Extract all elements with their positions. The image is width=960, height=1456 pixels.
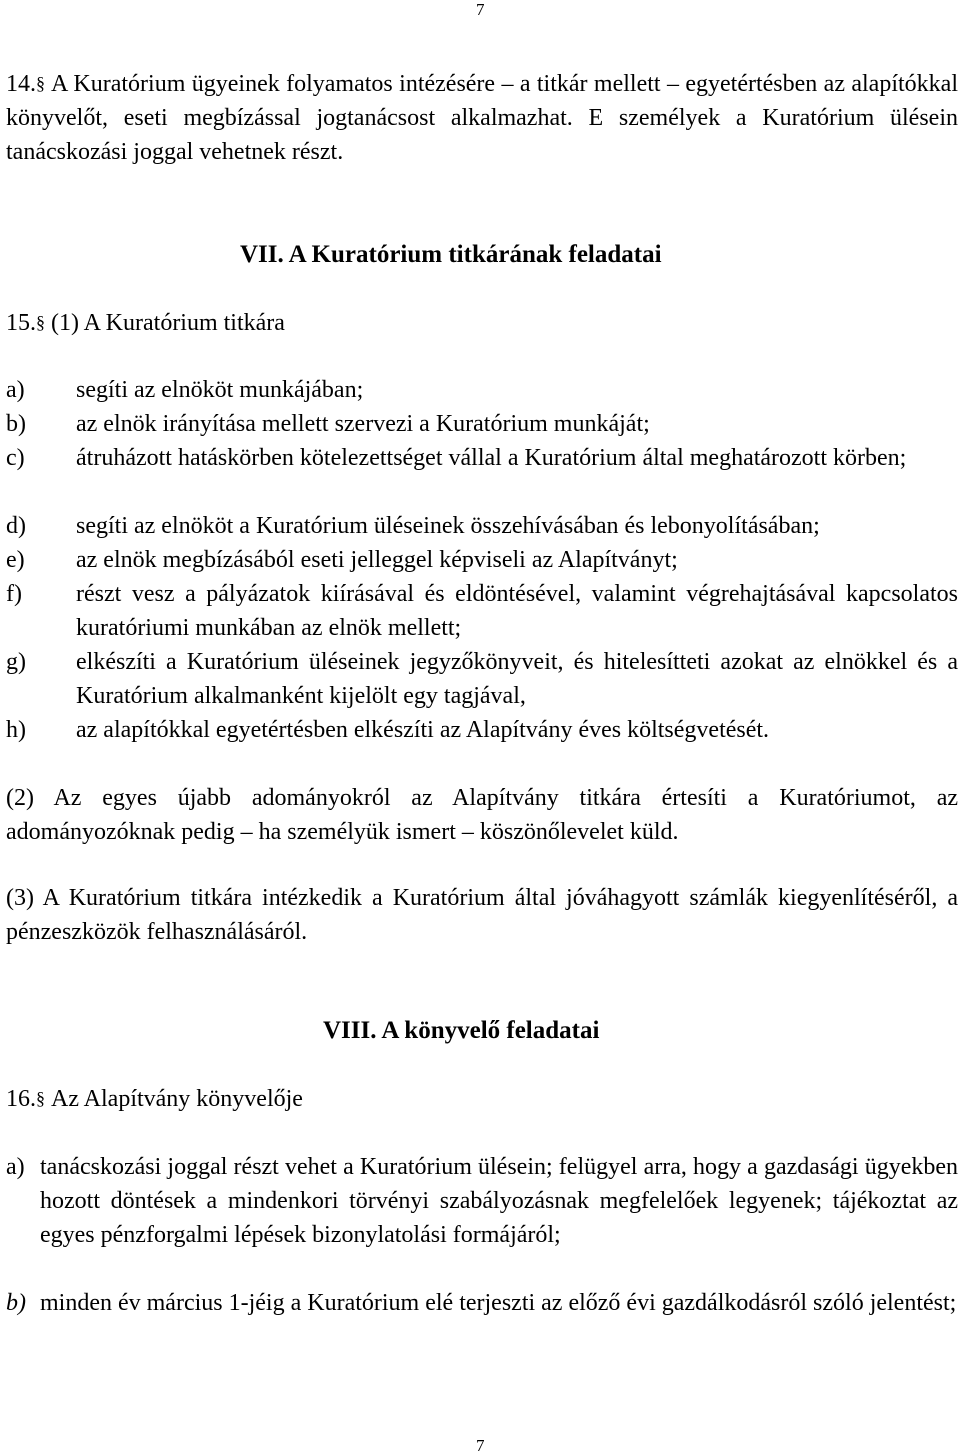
list-item	[6, 407, 958, 441]
section-heading-vii: VII. A Kuratórium titkárának feladatai	[240, 241, 662, 268]
list-item	[6, 645, 958, 713]
section-sign-icon: §	[36, 73, 45, 93]
list-item-text: elkészíti a Kuratórium üléseinek jegyzőkönyveit, és hitelesítteti azokat az elnökkel és a Kuratórium alkalmanként kijelölt egy tagjával,	[76, 649, 958, 709]
list-item-text: segíti az elnököt munkájában;	[76, 377, 364, 403]
list-item-label: b)	[6, 411, 26, 437]
list-item-text: átruházott hatáskörben kötelezettséget vállal a Kuratórium által meghatározott körben;	[76, 445, 907, 471]
list-item	[6, 509, 958, 543]
list-item-text: az elnök megbízásából eseti jelleggel képviseli az Alapítványt;	[76, 547, 678, 573]
list-item-label: b)	[6, 1290, 26, 1316]
list-item-text: minden év március 1-jéig a Kuratórium elé terjeszti az előző évi gazdálkodásról szóló jelentést;	[40, 1290, 957, 1316]
list-item	[6, 577, 958, 645]
paragraph-14	[6, 66, 958, 169]
list-item-label: d)	[6, 513, 26, 539]
list-item-label: a)	[6, 377, 25, 403]
page-number-bottom: 7	[476, 1436, 485, 1455]
list-item	[6, 1286, 958, 1320]
paragraph-number: 15.	[6, 310, 36, 336]
paragraph-number: 16.	[6, 1086, 36, 1112]
list-item-label: c)	[6, 445, 25, 471]
section-sign-icon: §	[36, 312, 45, 332]
list-item	[6, 1150, 958, 1252]
paragraph-text: A Kuratórium ügyeinek folyamatos intézésére – a titkár mellett – egyetértésben az alapítókkal könyvelőt, eseti megbízással jogtanácsost alkalmazhat. E személyek a Kuratórium ülésein tanácskozási joggal vehetnek részt.	[6, 71, 958, 165]
list-item-label: a)	[6, 1154, 25, 1180]
paragraph-number: 14.	[6, 71, 36, 97]
list-item-text: az alapítókkal egyetértésben elkészíti az Alapítvány éves költségvetését.	[76, 717, 770, 743]
list-item-text: részt vesz a pályázatok kiírásával és eldöntésével, valamint végrehajtásával kapcsolatos kuratóriumi munkában az elnök mellett;	[76, 581, 958, 641]
paragraph-15-sub-2: (2) Az egyes újabb adományokról az Alapítvány titkára értesíti a Kuratóriumot, az adományozóknak pedig – ha személyük ismert – köszönőlevelet küld.	[6, 785, 958, 845]
list-item-label: e)	[6, 547, 25, 573]
list-item-label: f)	[6, 581, 22, 607]
list-item-label: g)	[6, 649, 26, 675]
list-item	[6, 713, 958, 747]
list-item	[6, 373, 958, 407]
paragraph-15-intro	[6, 305, 285, 340]
list-item-text: segíti az elnököt a Kuratórium üléseinek összehívásában és lebonyolításában;	[76, 513, 820, 539]
page-number-top: 7	[476, 0, 485, 19]
section-sign-icon: §	[36, 1088, 45, 1108]
list-item-text: tanácskozási joggal részt vehet a Kuratórium ülésein; felügyel arra, hogy a gazdasági ügyekben hozott döntések a mindenkori törvényi szabályozásnak megfelelőek legyenek; tájékoztat az egyes pénzforgalmi lépések bizonylatolási formájáról;	[40, 1154, 958, 1248]
paragraph-16-intro	[6, 1081, 303, 1116]
list-item-text: az elnök irányítása mellett szervezi a Kuratórium munkáját;	[76, 411, 650, 437]
paragraph-15-sub-3: (3) A Kuratórium titkára intézkedik a Kuratórium által jóváhagyott számlák kiegyenlítéséről, a pénzeszközök felhasználásáról.	[6, 885, 958, 945]
list-item	[6, 441, 958, 475]
section-heading-viii: VIII. A könyvelő feladatai	[323, 1017, 600, 1044]
paragraph-intro-text: Az Alapítvány könyvelője	[51, 1086, 303, 1112]
list-item-label: h)	[6, 717, 26, 743]
paragraph-intro-text: (1) A Kuratórium titkára	[51, 310, 285, 336]
list-item	[6, 543, 958, 577]
